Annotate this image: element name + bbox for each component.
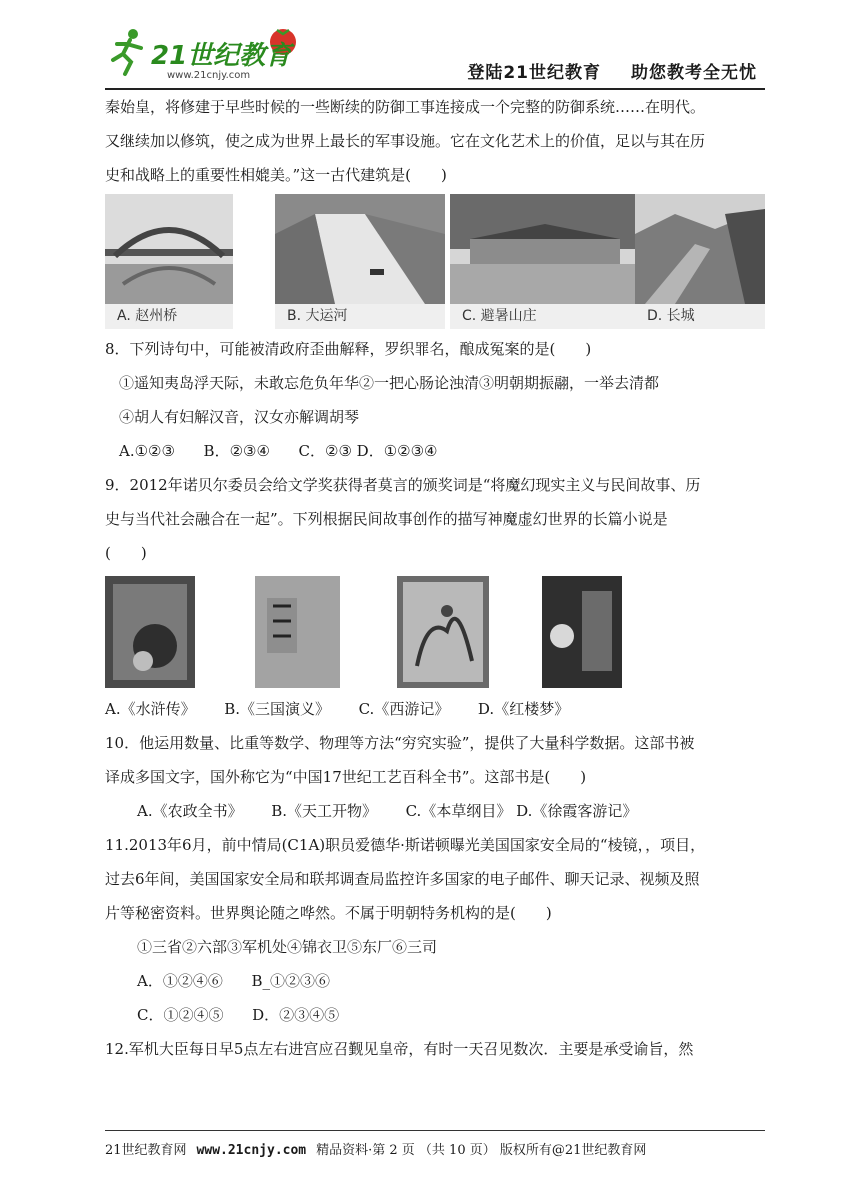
q11-line-1: 11.2013年6月，前中情局(C1A)职员爱德华·斯诺顿曝光美国国家安全局的“棱镜，，项目， xyxy=(105,836,706,854)
q11-options-1: A．①②④⑥ B_①②③⑥ xyxy=(137,972,330,990)
photo-zhaozhou-bridge xyxy=(105,194,233,329)
q8-items-2: ④胡人有妇解汉音，汉女亦解调胡琴 xyxy=(119,408,360,426)
q11-options-2: C．①②④⑤ D．②③④⑤ xyxy=(137,1006,340,1024)
q10-options: A.《农政全书》 B.《天工开物》 C.《本草纲目》 D.《徐霞客游记》 xyxy=(137,802,638,820)
photo-label-a: A. 赵州桥 xyxy=(117,308,178,324)
photo-label-d: D. 长城 xyxy=(647,308,695,324)
photo-label-c: C. 避暑山庄 xyxy=(462,308,537,324)
slogan-right: 助您教考全无忧 xyxy=(631,63,757,83)
q7-photo-strip xyxy=(105,194,765,332)
book-cover-water-margin xyxy=(105,576,195,688)
q8-options: A.①②③ B．②③④ C．②③ D．①②③④ xyxy=(119,442,438,460)
q11-line-2: 过去6年间，美国国家安全局和联邦调查局监控许多国家的电子邮件、聊天记录、视频及照 xyxy=(105,870,700,888)
q11-items: ①三省②六部③军机处④锦衣卫⑤东厂⑥三司 xyxy=(137,938,438,956)
q7-line-1: 秦始皇，将修建于早些时候的一些断续的防御工事连接成一个完整的防御系统……在明代。 xyxy=(105,98,706,116)
q9-line-3: ( ) xyxy=(105,544,147,562)
site-logo xyxy=(105,24,305,82)
photo-summer-resort xyxy=(450,194,640,329)
q9-options: A.《水浒传》 B.《三国演义》 C.《西游记》 D.《红楼梦》 xyxy=(105,700,570,718)
page-header xyxy=(105,18,765,88)
q7-line-2: 又继续加以修筑，使之成为世界上最长的军事设施。它在文化艺术上的价值，足以与其在历 xyxy=(105,132,706,150)
photo-label-b: B. 大运河 xyxy=(287,308,348,324)
book-cover-journey-west xyxy=(397,576,489,688)
footer-text xyxy=(105,1139,765,1158)
q8-items-1: ①遥知夷岛浮天际，未敢忘危负年华②一把心肠论浊清③明朝期振翮，一举去清都 xyxy=(119,374,660,392)
page-content xyxy=(105,90,765,1066)
q10-line-2: 译成多国文字，国外称它为“中国17世纪工艺百科全书”。这部书是( ) xyxy=(105,768,587,786)
photo-grand-canal xyxy=(275,194,445,329)
photo-great-wall xyxy=(635,194,765,329)
q7-line-3: 史和战略上的重要性相媲美。”这一古代建筑是( ) xyxy=(105,166,447,184)
q9-book-covers xyxy=(105,576,765,692)
footer-site: 21世纪教育网 xyxy=(105,1143,187,1158)
footer-info: 精品资料·第 2 页 （共 10 页） 版权所有@21世纪教育网 xyxy=(316,1143,647,1158)
q10-line-1: 10．他运用数量、比重等数学、物理等方法“穷究实验”，提供了大量科学数据。这部书被 xyxy=(105,734,695,752)
q9-line-1: 9．2012年诺贝尔委员会给文学奖获得者莫言的颁奖词是“将魔幻现实主义与民间故事、历 xyxy=(105,476,701,494)
header-slogan xyxy=(467,58,757,83)
book-cover-three-kingdoms xyxy=(255,576,340,688)
footer-url[interactable]: www.21cnjy.com xyxy=(196,1143,307,1158)
slogan-left: 登陆21世纪教育 xyxy=(467,63,601,83)
q9-line-2: 史与当代社会融合在一起”。下列根据民间故事创作的描写神魔虚幻世界的长篇小说是 xyxy=(105,510,668,528)
book-cover-red-chamber xyxy=(542,576,622,688)
q11-line-3: 片等秘密资料。世界舆论随之哗然。不属于明朝特务机构的是( ) xyxy=(105,904,552,922)
svg-text:21世纪教育: 21世纪教育 xyxy=(151,41,292,71)
q12-line-1: 12.军机大臣每日早5点左右进宫应召觐见皇帝，有时一天召见数次．主要是承受谕旨，然 xyxy=(105,1040,694,1058)
svg-text:www.21cnjy.com: www.21cnjy.com xyxy=(167,70,251,81)
q8-stem: 8．下列诗句中，可能被清政府歪曲解释，罗织罪名，酿成冤案的是( ) xyxy=(105,340,592,358)
footer-divider xyxy=(105,1130,765,1131)
page-footer xyxy=(105,1130,765,1158)
